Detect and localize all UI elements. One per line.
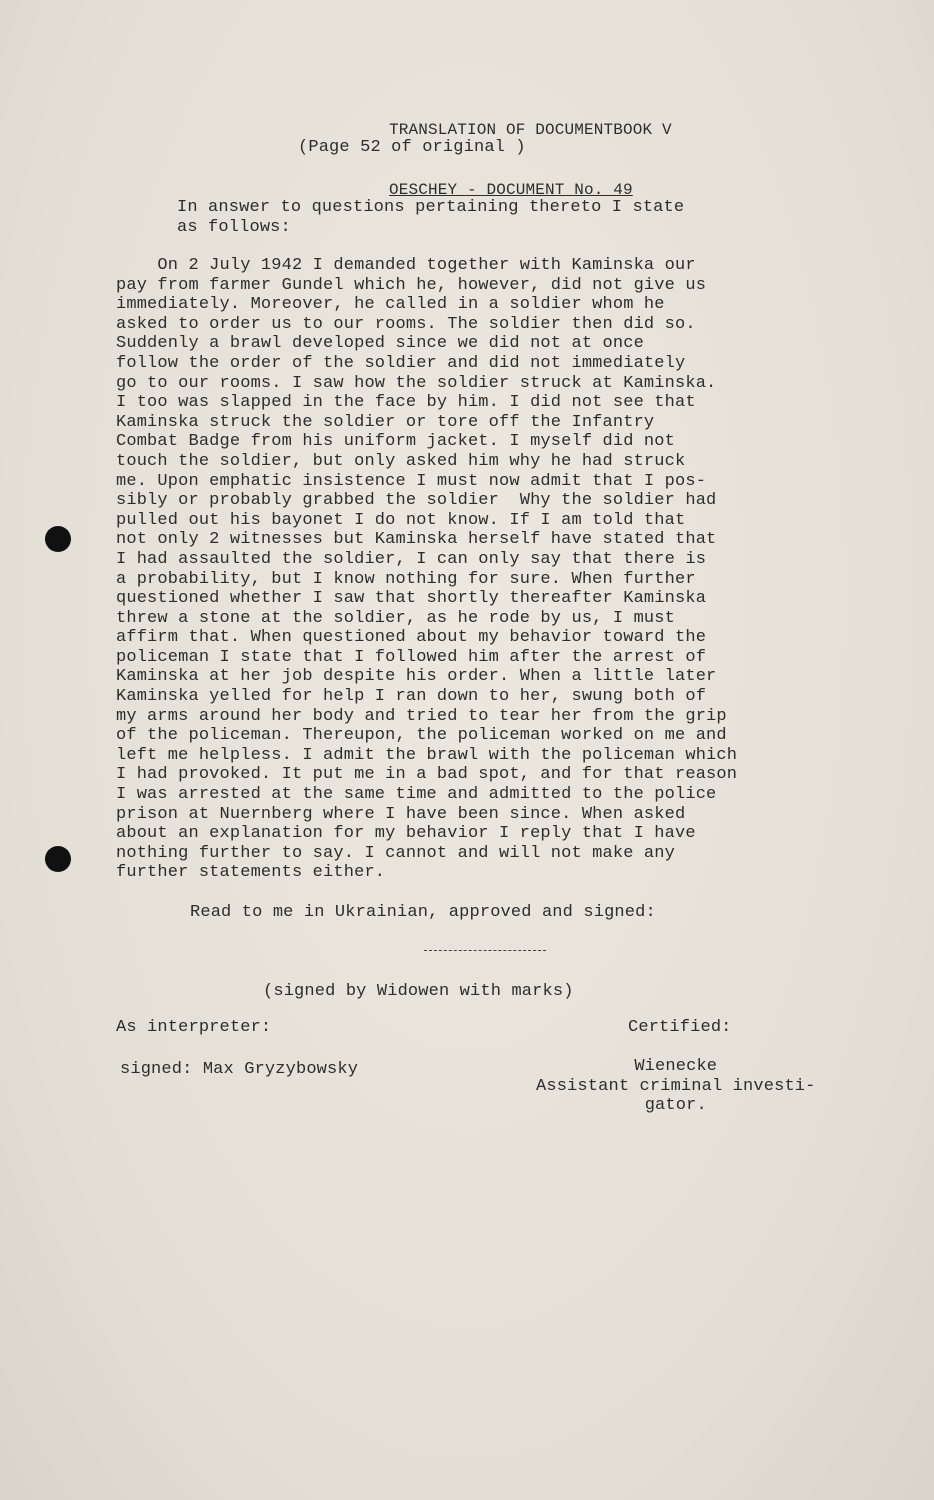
separator-line xyxy=(424,950,546,951)
interpreter-signature: signed: Max Gryzybowsky xyxy=(120,1060,359,1079)
header-title: TRANSLATION OF DOCUMENTBOOK V xyxy=(389,121,672,139)
certified-label: Certified: xyxy=(628,1018,732,1037)
punch-hole xyxy=(45,526,71,552)
intro-paragraph: In answer to questions pertaining thereto I state as follows: xyxy=(177,198,685,237)
header-document-number: OESCHEY - DOCUMENT No. 49 xyxy=(389,181,633,199)
signed-by-line: (signed by Widowen with marks) xyxy=(263,982,574,1001)
statement-body: On 2 July 1942 I demanded together with Kaminska our pay from farmer Gundel which he, however, did not give us immediately. Moreover, he called in a soldier whom he asked to order us to our rooms. The soldier then did so. Suddenly a brawl developed since we did not at once follow the order of the soldier and did not immediately go to our rooms. I saw how the soldier struck at Kaminska. I too was slapped in the face by him. I did not see that Kaminska struck the soldier or tore off the Infantry Combat Badge from his uniform jacket. I myself did not touch the soldier, but only asked him why he had struck me. Upon emphatic insistence I must now admit that I pos- sibly or probably grabbed the soldier Why the soldier had pulled out his bayonet I do not know. If I am told that not only 2 witnesses but Kaminska herself have stated that I had assaulted the soldier, I can only say that there is a probability, but I know nothing for sure. When further questioned whether I saw that shortly thereafter Kaminska threw a stone at the soldier, as he rode by us, I must affirm that. When questioned about my behavior toward the policeman I state that I followed him after the arrest of Kaminska at her job despite his order. When a little later Kaminska yelled for help I ran down to her, swung both of my arms around her body and tried to tear her from the grip of the policeman. Thereupon, the policeman worked on me and left me helpless. I admit the brawl with the policeman which I had provoked. It put me in a bad spot, and for that reason I was arrested at the same time and admitted to the police prison at Nuernberg where I have been since. When asked about an explanation for my behavior I reply that I have nothing further to say. I cannot and will not make any further statements either. xyxy=(116,256,738,883)
certifier-signature: Wienecke Assistant criminal investi- gator. xyxy=(536,1057,816,1116)
read-approved-line: Read to me in Ukrainian, approved and signed: xyxy=(190,903,656,922)
punch-hole xyxy=(45,846,71,872)
interpreter-label: As interpreter: xyxy=(116,1018,272,1037)
page-reference: (Page 52 of original ) xyxy=(298,138,526,157)
